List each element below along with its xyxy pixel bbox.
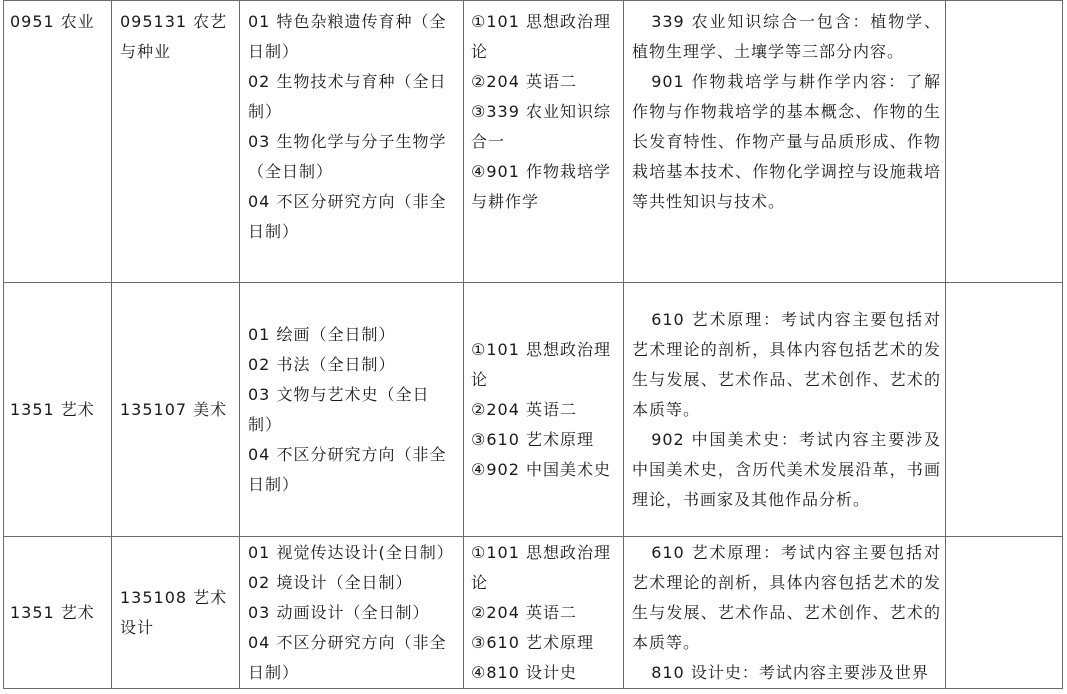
exam-note: 610 艺术原理：考试内容主要包括对艺术理论的剖析，具体内容包括艺术的发生与发展、艺术作品、艺术创作、艺术的本质等。 [632,543,941,652]
exam-notes-cell [624,283,946,537]
exam-subjects-cell [464,537,624,689]
program-table [3,0,1063,689]
exam-subjects: ①101 思想政治理论 ②204 英语二 ③610 艺术原理 ④902 中国美术史 [471,339,611,479]
discipline-category-cell [4,1,112,283]
exam-notes-cell [624,537,946,689]
major-name: 135108 艺术设计 [120,587,228,637]
exam-note: 339 农业知识综合一包含：植物学、植物生理学、土壤学等三部分内容。 [632,12,941,61]
major-name: 135107 美术 [120,399,228,419]
major-cell [112,537,240,689]
exam-note: 902 中国美术史：考试内容主要涉及中国美术史，含历代美术发展沿革，书画理论，书画家及其他作品分析。 [632,429,941,509]
discipline-category: 1351 艺术 [10,399,95,419]
remarks-cell [946,537,1063,689]
research-directions: 01 特色杂粮遗传育种（全日制） 02 生物技术与育种（全日制） 03 生物化学与分子生物学（全日制） 04 不区分研究方向（非全日制） [248,12,447,241]
discipline-category: 1351 艺术 [10,602,95,622]
exam-note: 901 作物栽培学与耕作学内容：了解作物与作物栽培学的基本概念、作物的生长发育特性、作物产量与品质形成、作物栽培基本技术、作物化学调控与设施栽培等共性知识与技术。 [632,72,941,211]
remarks-cell [946,1,1063,283]
exam-note: 610 艺术原理：考试内容主要包括对艺术理论的剖析，具体内容包括艺术的发生与发展、艺术作品、艺术创作、艺术的本质等。 [632,309,941,419]
discipline-category-cell [4,283,112,537]
research-directions: 01 视觉传达设计(全日制） 02 境设计（全日制） 03 动画设计（全日制） 04 不区分研究方向（非全日制） [248,543,454,682]
exam-subjects-cell [464,1,624,283]
major-cell [112,1,240,283]
discipline-category-cell [4,537,112,689]
table-row [4,283,1063,537]
major-cell [112,283,240,537]
discipline-category: 0951 农业 [10,12,95,31]
major-name: 095131 农艺与种业 [120,12,228,61]
research-directions-cell [240,283,464,537]
research-directions: 01 绘画（全日制） 02 书法（全日制） 03 文物与艺术史（全日制） 04 不区分研究方向（非全日制） [248,324,447,494]
research-directions-cell [240,1,464,283]
exam-notes-cell [624,1,946,283]
exam-subjects-cell [464,283,624,537]
table-row [4,1,1063,283]
research-directions-cell [240,537,464,689]
exam-subjects: ①101 思想政治理论 ②204 英语二 ③610 艺术原理 ④810 设计史 [471,543,611,682]
remarks-cell [946,283,1063,537]
exam-note: 810 设计史：考试内容主要涉及世界 [651,663,929,682]
exam-subjects: ①101 思想政治理论 ②204 英语二 ③339 农业知识综合一 ④901 作物栽培学与耕作学 [471,12,611,211]
table-row [4,537,1063,689]
